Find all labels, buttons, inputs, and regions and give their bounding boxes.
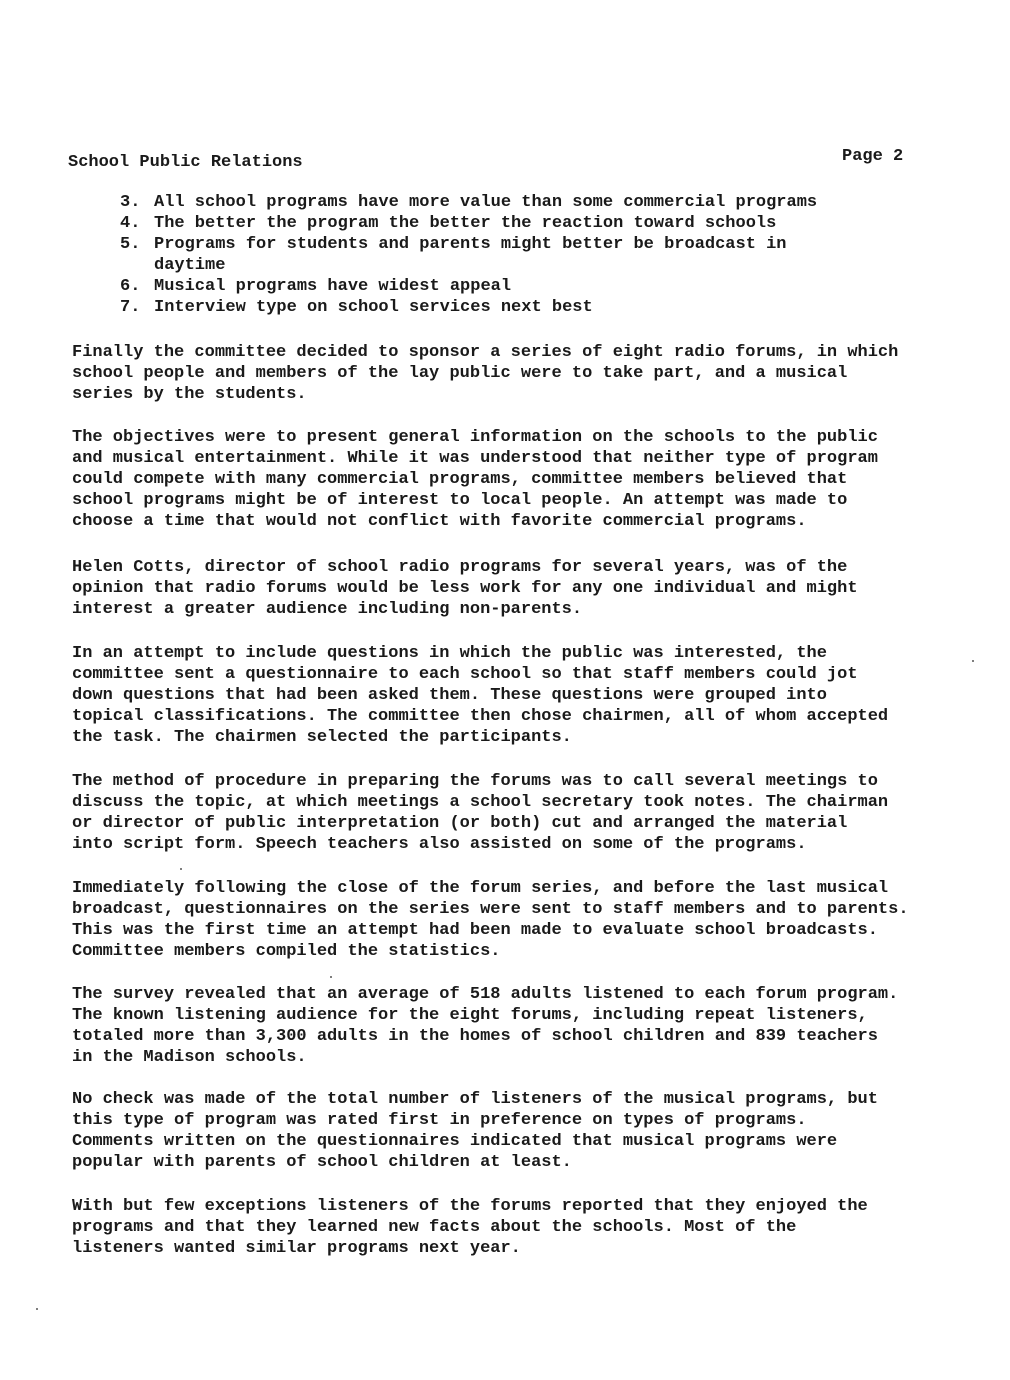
paragraph-evaluation: Immediately following the close of the forum series, and before the last musical broadcast, questionnaires on the series were sent to staff members and to parents. This was the first time an attempt had been made to evaluate school broadcasts. Committee members compiled the statistics.: [72, 879, 909, 961]
list-item: [120, 234, 910, 276]
paragraph-questionnaire: In an attempt to include questions in which the public was interested, the committee sent a questionnaire to each school so that staff members could jot down questions that had been asked them. These questions were grouped into topical classifications. The committee then chose chairmen, all of whom accepted the task. The chairmen selected the participants.: [72, 644, 889, 747]
paragraph-helen-cotts: Helen Cotts, director of school radio programs for several years, was of the opinion that radio forums would be less work for any one individual and might interest a greater audience including non-parents.: [72, 558, 858, 619]
list-item-text: All school programs have more value than some commercial programs: [154, 193, 818, 212]
document-title: School Public Relations: [68, 153, 303, 172]
paragraph-forums-decision: Finally the committee decided to sponsor a series of eight radio forums, in which school people and members of the lay public were to take part, and a musical series by the students.: [72, 343, 899, 404]
list-item-text: The better the program the better the reaction toward schools: [154, 214, 777, 233]
list-item: [120, 192, 910, 213]
paragraph-survey-results: The survey revealed that an average of 518 adults listened to each forum program. The known listening audience for the eight forums, including repeat listeners, totaled more than 3,300 adults in the homes of school children and 839 teachers in the Madison schools.: [72, 985, 899, 1067]
list-item-text: Interview type on school services next best: [154, 298, 593, 317]
list-item-number: 5.: [120, 235, 141, 254]
list-item-text: Musical programs have widest appeal: [154, 277, 512, 296]
list-item: [120, 213, 910, 234]
page-number: Page 2: [842, 147, 904, 166]
paragraph-musical-programs: No check was made of the total number of listeners of the musical programs, but this type of program was rated first in preference on types of programs. Comments written on the questionnaires indicated that musical programs were popular with parents of school children at least.: [72, 1090, 878, 1172]
list-item: [120, 297, 910, 318]
list-item-number: 3.: [120, 193, 141, 212]
paragraph-objectives: The objectives were to present general information on the schools to the public and musical entertainment. While it was understood that neither type of program could compete with many commercial programs, committee members believed that school programs might be of interest to local people. An attempt was made to choose a time that would not conflict with favorite commercial programs.: [72, 428, 878, 531]
list-item-number: 4.: [120, 214, 141, 233]
list-item-text: Programs for students and parents might better be broadcast in daytime: [154, 235, 787, 275]
paragraph-procedure: The method of procedure in preparing the forums was to call several meetings to discuss the topic, at which meetings a school secretary took notes. The chairman or director of public interpretation (or both) cut and arranged the material into script form. Speech teachers also assisted on some of the programs.: [72, 772, 889, 854]
paragraph-conclusion: With but few exceptions listeners of the forums reported that they enjoyed the programs and that they learned new facts about the schools. Most of the listeners wanted similar programs next year.: [72, 1197, 868, 1258]
scan-speck: [972, 660, 974, 662]
scan-speck: [36, 1308, 38, 1310]
scan-speck: [180, 868, 182, 870]
list-item-number: 7.: [120, 298, 141, 317]
list-item-number: 6.: [120, 277, 141, 296]
scan-speck: [330, 976, 332, 978]
list-item: [120, 276, 910, 297]
findings-list: [120, 192, 910, 318]
